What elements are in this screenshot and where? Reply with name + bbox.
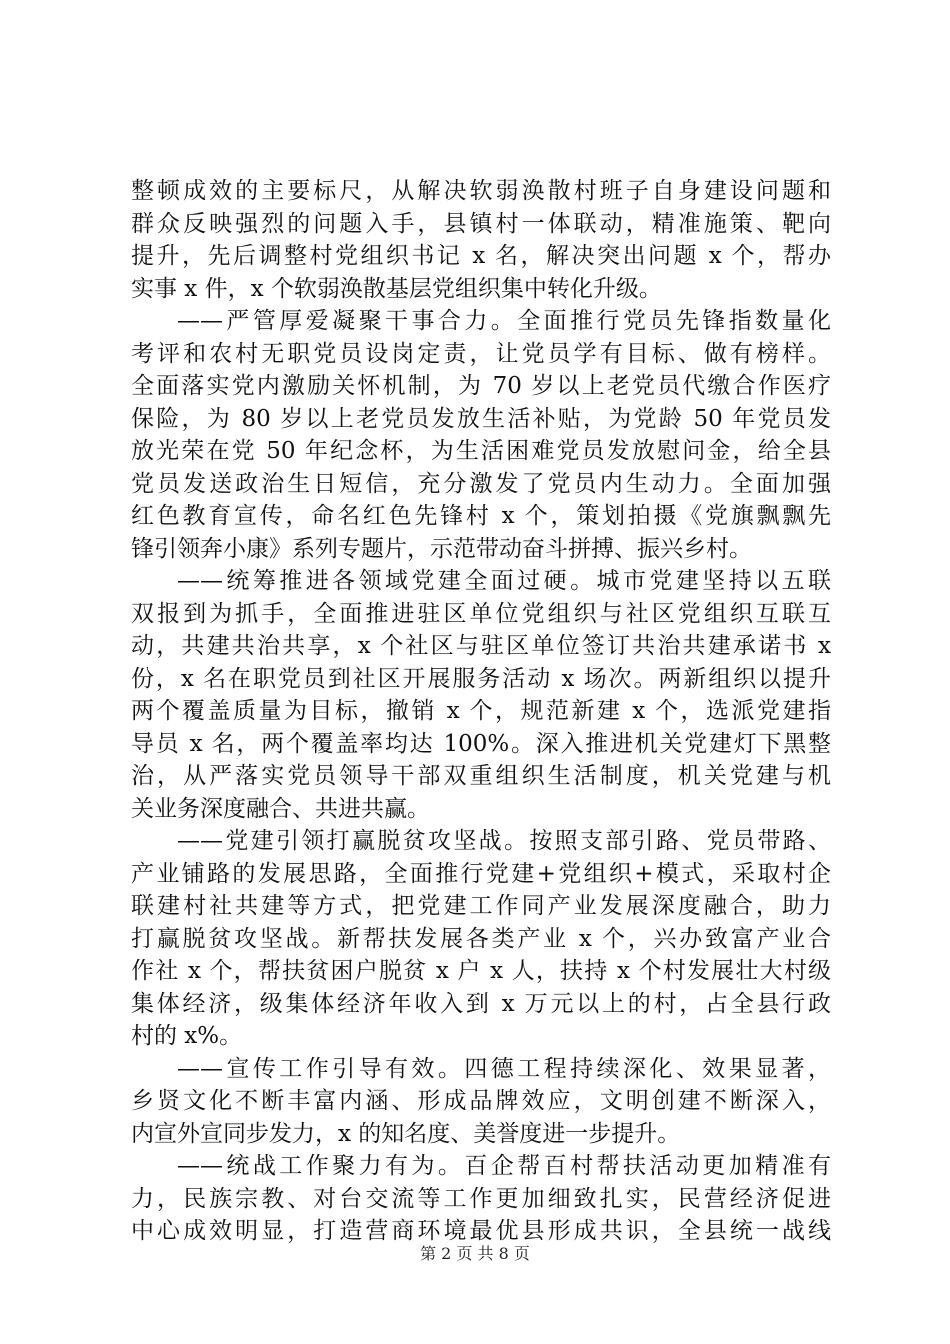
text-line: 中心成效明显，打造营商环境最优县形成共识，全县统一战线 [131, 1218, 831, 1244]
text-line: 实事 x 件，x 个软弱涣散基层党组织集中转化升级。 [131, 275, 662, 302]
text-line: 乡贤文化不断丰富内涵、形成品牌效应，文明创建不断深入， [131, 1088, 831, 1114]
text-line: 治，从严落实党员领导干部双重组织生活制度，机关党建与机 [131, 763, 831, 789]
text-line: 全面落实党内激励关怀机制，为 70 岁以上老党员代缴合作医疗 [131, 373, 831, 399]
text-line: 群众反映强烈的问题入手，县镇村一体联动，精准施策、靶向 [131, 210, 831, 237]
text-line: 份，x 名在职党员到社区开展服务活动 x 场次。两新组织以提升 [131, 665, 831, 692]
section-heading-line: ——统战工作聚力有为。百企帮百村帮扶活动更加精准有 [177, 1153, 831, 1179]
text-line: 党员发送政治生日短信，充分激发了党员内生动力。全面加强 [131, 470, 831, 497]
text-line: 红色教育宣传，命名红色先锋村 x 个，策划拍摄《党旗飘飘先 [131, 503, 831, 529]
text-line: 放光荣在党 50 年纪念杯，为生活困难党员发放慰问金，给全县 [131, 438, 831, 464]
text-line: 两个覆盖质量为目标，撤销 x 个，规范新建 x 个，选派党建指 [131, 698, 831, 724]
text-line: 导员 x 名，两个覆盖率均达 100%。深入推进机关党建灯下黑整 [131, 730, 831, 757]
text-line: 双报到为抓手，全面推进驻区单位党组织与社区党组织互联互 [131, 600, 831, 627]
text-line: 村的 x%。 [131, 1023, 243, 1049]
body-text [131, 175, 831, 1248]
text-line: 锋引领奔小康》系列专题片，示范带动奋斗拼搏、振兴乡村。 [131, 535, 752, 562]
text-line: 提升，先后调整村党组织书记 x 名，解决突出问题 x 个，帮办 [131, 243, 831, 269]
text-line: 动，共建共治共享，x 个社区与驻区单位签订共治共建承诺书 x [131, 633, 831, 659]
text-line: 联建村社共建等方式，把党建工作同产业发展深度融合，助力 [131, 893, 831, 919]
section-heading-line: ——党建引领打赢脱贫攻坚战。按照支部引路、党员带路、 [177, 828, 831, 854]
text-line: 关业务深度融合、共进共赢。 [131, 795, 430, 822]
section-heading-line: ——宣传工作引导有效。四德工程持续深化、效果显著， [177, 1055, 831, 1082]
text-line: 保险，为 80 岁以上老党员发放生活补贴，为党龄 50 年党员发 [131, 405, 831, 432]
text-line: 内宣外宣同步发力，x 的知名度、美誉度进一步提升。 [131, 1120, 681, 1147]
text-line: 考评和农村无职党员设岗定责，让党员学有目标、做有榜样。 [131, 340, 831, 367]
page-number-footer: 第 2 页 共 8 页 [420, 1244, 530, 1263]
text-line: 作社 x 个，帮扶贫困户脱贫 x 户 x 人，扶持 x 个村发展壮大村级 [131, 958, 831, 984]
text-line: 整顿成效的主要标尺，从解决软弱涣散村班子自身建设问题和 [131, 178, 831, 204]
text-line: 产业铺路的发展思路，全面推行党建+党组织+模式，采取村企 [131, 860, 831, 887]
section-heading-line: ——严管厚爱凝聚干事合力。全面推行党员先锋指数量化 [177, 308, 831, 334]
text-line: 集体经济，级集体经济年收入到 x 万元以上的村，占全县行政 [131, 990, 831, 1017]
text-line: 力，民族宗教、对台交流等工作更加细致扎实，民营经济促进 [131, 1185, 831, 1212]
text-line: 打赢脱贫攻坚战。新帮扶发展各类产业 x 个，兴办致富产业合 [131, 925, 831, 952]
section-heading-line: ——统筹推进各领域党建全面过硬。城市党建坚持以五联 [177, 568, 831, 594]
